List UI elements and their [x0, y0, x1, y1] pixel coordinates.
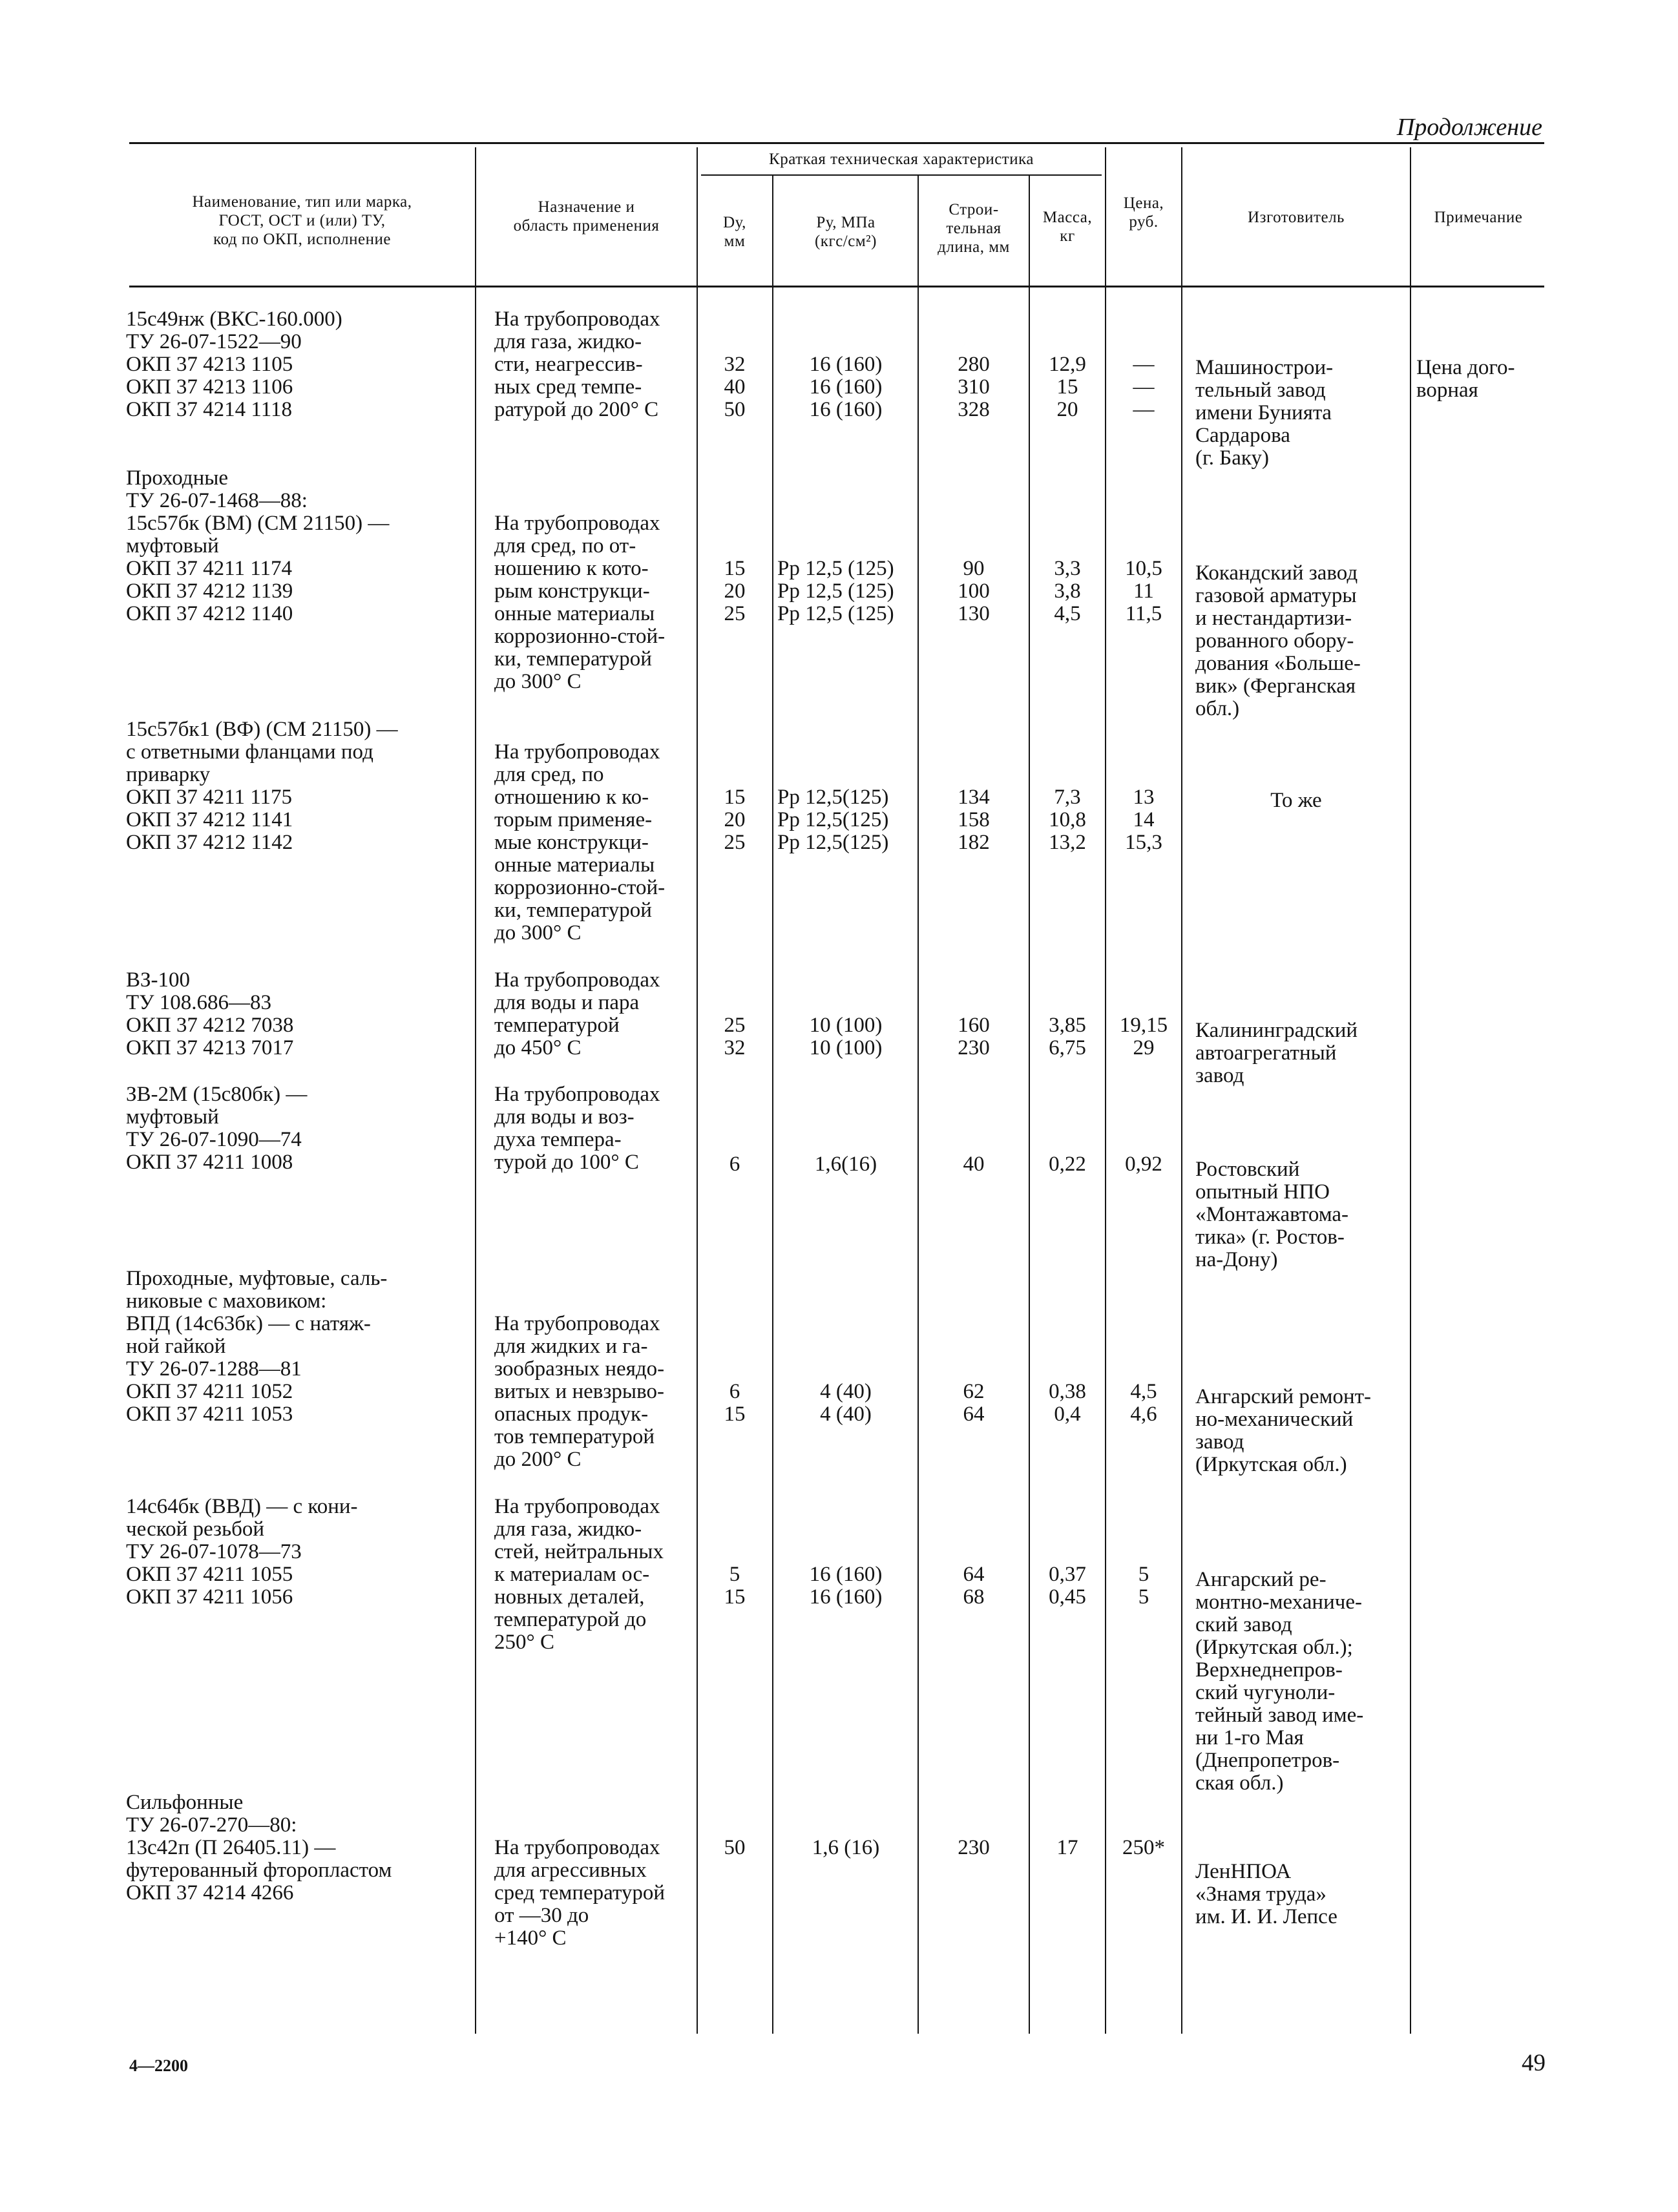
- row-dy: 15 20 25: [724, 557, 746, 625]
- row-purpose: На трубопроводах для газа, жидко- стей, нейтральных к материалам ос- новных деталей, температурой до 250° С: [494, 1495, 664, 1654]
- row-price: 19,15 29: [1119, 1014, 1168, 1059]
- row-dy: 6 15: [724, 1380, 746, 1426]
- row-dy: 15 20 25: [724, 786, 746, 854]
- table-top-rule: [129, 142, 1544, 144]
- row-dy: 50: [724, 1836, 746, 1859]
- row-length: 64 68: [963, 1563, 985, 1609]
- row-dy: 5 15: [724, 1563, 746, 1609]
- row-mass: 0,38 0,4: [1049, 1380, 1086, 1426]
- header-purpose: Назначение и область применения: [513, 198, 660, 235]
- row-length: 40: [963, 1153, 985, 1176]
- row-maker: Калининградский автоагрегатный завод: [1195, 1019, 1358, 1087]
- row-price: 13 14 15,3: [1125, 786, 1162, 854]
- row-length: 230: [958, 1836, 990, 1859]
- running-title: Продолжение: [1396, 114, 1542, 141]
- header-mass: Масса, кг: [1042, 209, 1093, 245]
- row-name: 15с49нж (ВКС-160.000) ТУ 26-07-1522—90 ОКП 37 4213 1105 ОКП 37 4213 1106 ОКП 37 4214 1118: [126, 308, 342, 421]
- row-note: Цена дого- ворная: [1416, 356, 1515, 402]
- row-price: 5 5: [1138, 1563, 1149, 1609]
- page-number: 49: [1522, 2050, 1546, 2076]
- header-price: Цена, руб.: [1123, 194, 1164, 231]
- row-name: ВЗ-100 ТУ 108.686—83 ОКП 37 4212 7038 ОКП 37 4213 7017: [126, 968, 294, 1059]
- row-purpose: На трубопроводах для агрессивных сред температурой от —30 до +140° С: [494, 1836, 666, 1950]
- row-mass: 3,85 6,75: [1049, 1014, 1086, 1059]
- row-mass: 7,3 10,8 13,2: [1049, 786, 1086, 854]
- row-length: 90 100 130: [958, 557, 990, 625]
- row-py: 10 (100) 10 (100): [809, 1014, 883, 1059]
- row-mass: 3,3 3,8 4,5: [1054, 557, 1081, 625]
- row-mass: 17: [1056, 1836, 1078, 1859]
- group-header-underline: [701, 174, 1102, 176]
- row-name: Проходные, муфтовые, саль- никовые с маховиком: ВПД (14с63бк) — с натяж- ной гайкой ТУ 26-07-1288—81 ОКП 37 4211 1052 ОКП 37 4211 1053: [126, 1267, 388, 1426]
- row-purpose: На трубопроводах для газа, жидко- сти, неагрессив- ных сред темпе- ратурой до 200° С: [494, 308, 660, 421]
- row-py: Pр 12,5(125) Pр 12,5(125) Pр 12,5(125): [777, 786, 889, 854]
- row-mass: 12,9 15 20: [1049, 353, 1086, 421]
- row-dy: 25 32: [724, 1014, 746, 1059]
- row-price: 0,92: [1125, 1153, 1162, 1176]
- row-maker: То же: [1270, 789, 1322, 812]
- row-price: 250*: [1122, 1836, 1165, 1859]
- row-maker: Кокандский завод газовой арматуры и нестандартизи- рованного обору- дования «Больше- вик» (Ферганская обл.): [1195, 561, 1361, 720]
- row-name: Проходные ТУ 26-07-1468—88: 15с57бк (ВМ) (СМ 21150) — муфтовый ОКП 37 4211 1174 ОКП 37 4212 1139 ОКП 37 4212 1140: [126, 466, 390, 625]
- row-mass: 0,37 0,45: [1049, 1563, 1086, 1609]
- column-rule: [697, 147, 698, 2034]
- column-rule: [1105, 147, 1106, 2034]
- row-py: Pр 12,5 (125) Pр 12,5 (125) Pр 12,5 (125): [777, 557, 894, 625]
- row-length: 62 64: [963, 1380, 985, 1426]
- row-length: 160 230: [958, 1014, 990, 1059]
- header-note: Примечание: [1434, 209, 1523, 226]
- row-maker: Ангарский ремонт- но-механический завод (Иркутская обл.): [1195, 1385, 1372, 1476]
- row-name: 14с64бк (ВВД) — с кони- ческой резьбой ТУ 26-07-1078—73 ОКП 37 4211 1055 ОКП 37 4211 1056: [126, 1495, 358, 1609]
- row-py: 16 (160) 16 (160): [809, 1563, 883, 1609]
- row-length: 280 310 328: [958, 353, 990, 421]
- row-length: 134 158 182: [958, 786, 990, 854]
- row-maker: Машинострои- тельный завод имени Буниятa Сардарова (г. Баку): [1195, 356, 1334, 470]
- print-signature: 4—2200: [129, 2056, 188, 2075]
- column-rule: [1029, 176, 1030, 2034]
- header-dy: Dу, мм: [723, 214, 746, 250]
- row-py: 16 (160) 16 (160) 16 (160): [809, 353, 883, 421]
- row-name: 15с57бк1 (ВФ) (СМ 21150) — с ответными фланцами под приварку ОКП 37 4211 1175 ОКП 37 4212 1141 ОКП 37 4212 1142: [126, 718, 398, 854]
- row-purpose: На трубопроводах для воды и воз- духа темпера- турой до 100° С: [494, 1083, 660, 1174]
- column-rule: [1410, 147, 1411, 2034]
- row-purpose: На трубопроводах для сред, по отношению к ко- торым применяе- мые конструкци- онные материалы коррозионно-стой- ки, температурой до 300° С: [494, 740, 666, 944]
- row-price: 4,5 4,6: [1130, 1380, 1157, 1426]
- row-py: 1,6 (16): [812, 1836, 880, 1859]
- column-rule: [1181, 147, 1182, 2034]
- header-bottom-rule: [129, 286, 1544, 287]
- header-py: Pу, МПа (кгс/см²): [814, 214, 877, 250]
- header-group: Краткая техническая характеристика: [769, 151, 1034, 168]
- row-maker: Ростовский опытный НПО «Монтажавтома- тика» (г. Ростов- на-Дону): [1195, 1158, 1349, 1271]
- header-name: Наименование, тип или марка, ГОСТ, ОСТ и (или) ТУ, код по ОКП, исполнение: [192, 193, 412, 248]
- row-purpose: На трубопроводах для сред, по от- ношению к кото- рым конструкци- онные материалы коррозионно-стой- ки, температурой до 300° С: [494, 512, 666, 693]
- row-purpose: На трубопроводах для воды и пара температурой до 450° С: [494, 968, 660, 1059]
- row-dy: 32 40 50: [724, 353, 746, 421]
- row-price: — — —: [1133, 353, 1155, 421]
- row-dy: 6: [729, 1153, 740, 1176]
- column-rule: [772, 176, 773, 2034]
- column-rule: [918, 176, 919, 2034]
- row-purpose: На трубопроводах для жидких и га- зообразных неядо- витых и невзрыво- опасных продук- тов температурой до 200° С: [494, 1312, 665, 1471]
- column-rule: [475, 147, 476, 2034]
- row-py: 1,6(16): [814, 1153, 877, 1176]
- header-length: Строи- тельная длина, мм: [938, 201, 1010, 256]
- row-name: ЗВ-2М (15с80бк) — муфтовый ТУ 26-07-1090—74 ОКП 37 4211 1008: [126, 1083, 308, 1174]
- row-mass: 0,22: [1049, 1153, 1086, 1176]
- row-name: Сильфонные ТУ 26-07-270—80: 13с42п (П 26405.11) — футерованный фторопластом ОКП 37 4214 4266: [126, 1791, 392, 1904]
- row-maker: ЛенНПОА «Знамя труда» им. И. И. Лепсе: [1195, 1860, 1337, 1928]
- row-maker: Ангарский ре- монтно-механиче- ский завод (Иркутская обл.); Верхнеднепров- ский чугуноли- тейный завод име- ни 1-го Мая (Днепропетров- ская обл.): [1195, 1568, 1364, 1795]
- header-maker: Изготовитель: [1248, 209, 1345, 226]
- row-price: 10,5 11 11,5: [1125, 557, 1162, 625]
- row-py: 4 (40) 4 (40): [820, 1380, 872, 1426]
